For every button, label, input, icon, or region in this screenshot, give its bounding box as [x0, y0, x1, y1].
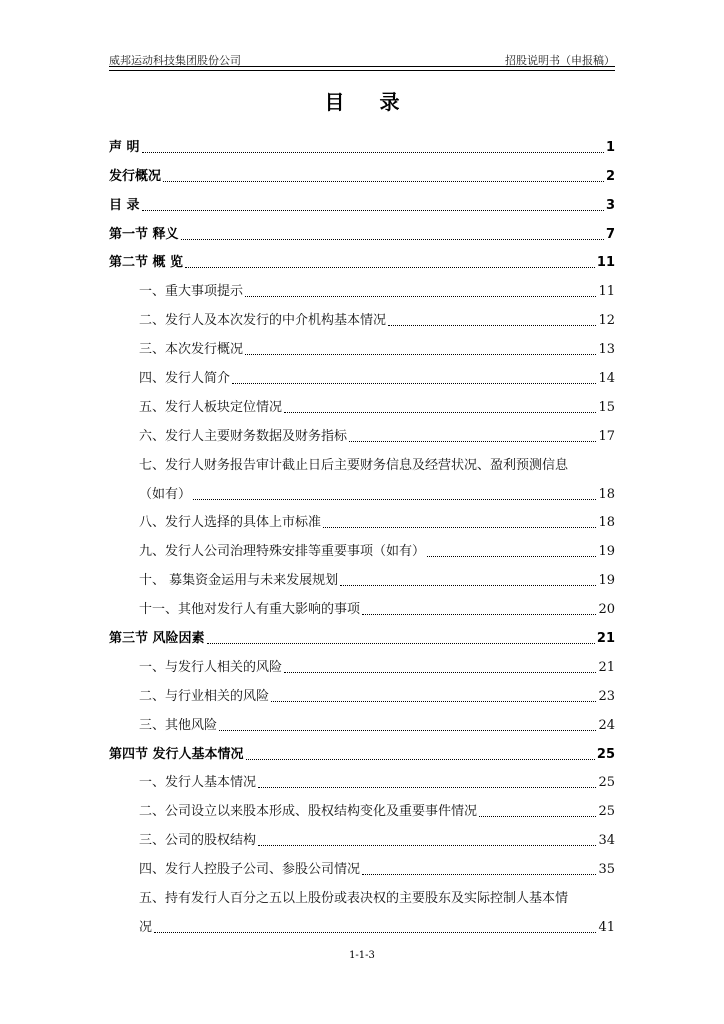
toc-entry[interactable]: [109, 300, 615, 329]
toc-entry-page: 17: [598, 428, 615, 444]
toc-entry-title: 声 明: [109, 139, 140, 155]
leader-dots: [245, 296, 596, 297]
toc-entry-title: 五、持有发行人百分之五以上股份或表决权的主要股东及实际控制人基本情: [139, 891, 569, 907]
leader-dots: [163, 181, 604, 182]
toc-entry-page: 20: [598, 602, 615, 618]
leader-dots: [142, 210, 604, 211]
toc-entry-page: 3: [605, 197, 615, 213]
leader-dots: [284, 672, 596, 673]
toc-entry[interactable]: [109, 156, 615, 185]
toc-entry-continuation[interactable]: [109, 907, 615, 936]
leader-dots: [362, 874, 596, 875]
toc-entry-title: 六、发行人主要财务数据及财务指标: [139, 428, 348, 444]
toc-entry[interactable]: [109, 705, 615, 734]
toc-entry-page: 2: [605, 168, 615, 184]
toc-entry-page: 24: [598, 717, 615, 733]
leader-dots: [349, 441, 596, 442]
toc-entry-title: 十、 募集资金运用与未来发展规划: [139, 573, 339, 589]
toc-entry-title: 第四节 发行人基本情况: [109, 746, 244, 762]
leader-dots: [193, 499, 596, 500]
toc-entry-page: 11: [596, 255, 615, 271]
toc-entry-wrapped-line[interactable]: [109, 878, 615, 907]
toc-entry-title-continued: 况: [139, 919, 153, 935]
leader-dots: [271, 701, 596, 702]
toc-entry-title: 第一节 释义: [109, 226, 179, 242]
toc-entry[interactable]: [109, 127, 615, 156]
toc-entry-page: 18: [598, 515, 615, 531]
toc-entry-page: 34: [598, 833, 615, 849]
toc-entry-page: 19: [598, 573, 615, 589]
toc-entry-page: 25: [598, 804, 615, 820]
toc-entry[interactable]: [109, 647, 615, 676]
toc-entry[interactable]: [109, 560, 615, 589]
leader-dots: [479, 816, 596, 817]
toc-entry-title: 发行概况: [109, 168, 162, 184]
toc-entry[interactable]: [109, 618, 615, 647]
toc-entry-title: 二、与行业相关的风险: [139, 688, 270, 704]
page-header: [109, 50, 615, 67]
toc-entry[interactable]: [109, 734, 615, 763]
toc-entry-title: 四、发行人简介: [139, 371, 231, 387]
toc-entry[interactable]: [109, 243, 615, 272]
leader-dots: [207, 643, 595, 644]
toc-entry-page: 23: [598, 688, 615, 704]
toc-entry[interactable]: [109, 329, 615, 358]
toc-entry-title: 一、与发行人相关的风险: [139, 659, 283, 675]
leader-dots: [219, 730, 596, 731]
toc-entry-page: 21: [596, 631, 615, 647]
leader-dots: [388, 325, 596, 326]
toc-entry-page: 19: [598, 544, 615, 560]
header-rule-thick: [109, 66, 615, 67]
table-of-contents: [109, 127, 615, 936]
leader-dots: [245, 354, 596, 355]
toc-entry-title: 一、发行人基本情况: [139, 775, 257, 791]
toc-entry-title: 目 录: [109, 197, 140, 213]
toc-entry[interactable]: [109, 531, 615, 560]
page-title: 目 录: [324, 90, 414, 114]
toc-entry-page: 21: [598, 659, 615, 675]
leader-dots: [258, 845, 596, 846]
leader-dots: [427, 556, 596, 557]
toc-entry-page: 13: [598, 342, 615, 358]
toc-entry[interactable]: [109, 763, 615, 792]
toc-entry-title: 七、发行人财务报告审计截止日后主要财务信息及经营状况、盈利预测信息: [139, 457, 569, 473]
toc-entry[interactable]: [109, 791, 615, 820]
toc-entry-page: 12: [598, 313, 615, 329]
leader-dots: [340, 585, 596, 586]
header-document-type: 招股说明书（申报稿）: [505, 54, 615, 67]
toc-entry[interactable]: [109, 416, 615, 445]
header-company-name: 威邦运动科技集团股份公司: [109, 54, 241, 67]
toc-entry[interactable]: [109, 214, 615, 243]
page-number-footer: 1-1-3: [349, 950, 375, 961]
leader-dots: [258, 787, 596, 788]
toc-entry-page: 18: [598, 486, 615, 502]
toc-entry-page: 14: [598, 371, 615, 387]
toc-entry[interactable]: [109, 387, 615, 416]
toc-entry-title: 第三节 风险因素: [109, 631, 205, 647]
leader-dots: [181, 239, 604, 240]
toc-entry-page: 35: [598, 862, 615, 878]
toc-entry-title: 八、发行人选择的具体上市标准: [139, 515, 322, 531]
toc-entry[interactable]: [109, 589, 615, 618]
toc-entry[interactable]: [109, 358, 615, 387]
toc-entry-page: 7: [605, 226, 615, 242]
toc-entry-wrapped-line[interactable]: [109, 445, 615, 474]
leader-dots: [323, 527, 596, 528]
leader-dots: [246, 759, 595, 760]
toc-entry-title: 三、本次发行概况: [139, 342, 244, 358]
leader-dots: [232, 383, 596, 384]
toc-entry[interactable]: [109, 185, 615, 214]
toc-entry-page: 25: [596, 746, 615, 762]
toc-entry-title: 二、发行人及本次发行的中介机构基本情况: [139, 313, 387, 329]
toc-entry-page: 25: [598, 775, 615, 791]
toc-entry[interactable]: [109, 271, 615, 300]
toc-entry[interactable]: [109, 503, 615, 532]
leader-dots: [154, 932, 596, 933]
toc-entry-page: 15: [598, 399, 615, 415]
leader-dots: [142, 152, 604, 153]
leader-dots: [284, 412, 596, 413]
toc-entry-page: 41: [598, 919, 615, 935]
toc-entry-title: 三、公司的股权结构: [139, 833, 257, 849]
toc-entry-title: 五、发行人板块定位情况: [139, 399, 283, 415]
toc-entry-page: 11: [598, 284, 615, 300]
leader-dots: [185, 267, 595, 268]
header-rule-thin: [109, 70, 615, 71]
toc-entry-page: 1: [605, 139, 615, 155]
toc-entry[interactable]: [109, 676, 615, 705]
leader-dots: [362, 614, 596, 615]
toc-entry-title: 四、发行人控股子公司、参股公司情况: [139, 862, 361, 878]
toc-entry-title: 一、重大事项提示: [139, 284, 244, 300]
toc-entry[interactable]: [109, 820, 615, 849]
toc-entry[interactable]: [109, 849, 615, 878]
toc-entry-continuation[interactable]: [109, 474, 615, 503]
toc-entry-title: 三、其他风险: [139, 717, 218, 733]
toc-entry-title-continued: （如有）: [139, 486, 192, 502]
toc-entry-title: 九、发行人公司治理特殊安排等重要事项（如有）: [139, 544, 426, 560]
toc-entry-title: 十一、其他对发行人有重大影响的事项: [139, 602, 361, 618]
toc-entry-title: 二、公司设立以来股本形成、股权结构变化及重要事件情况: [139, 804, 478, 820]
toc-entry-title: 第二节 概 览: [109, 255, 184, 271]
